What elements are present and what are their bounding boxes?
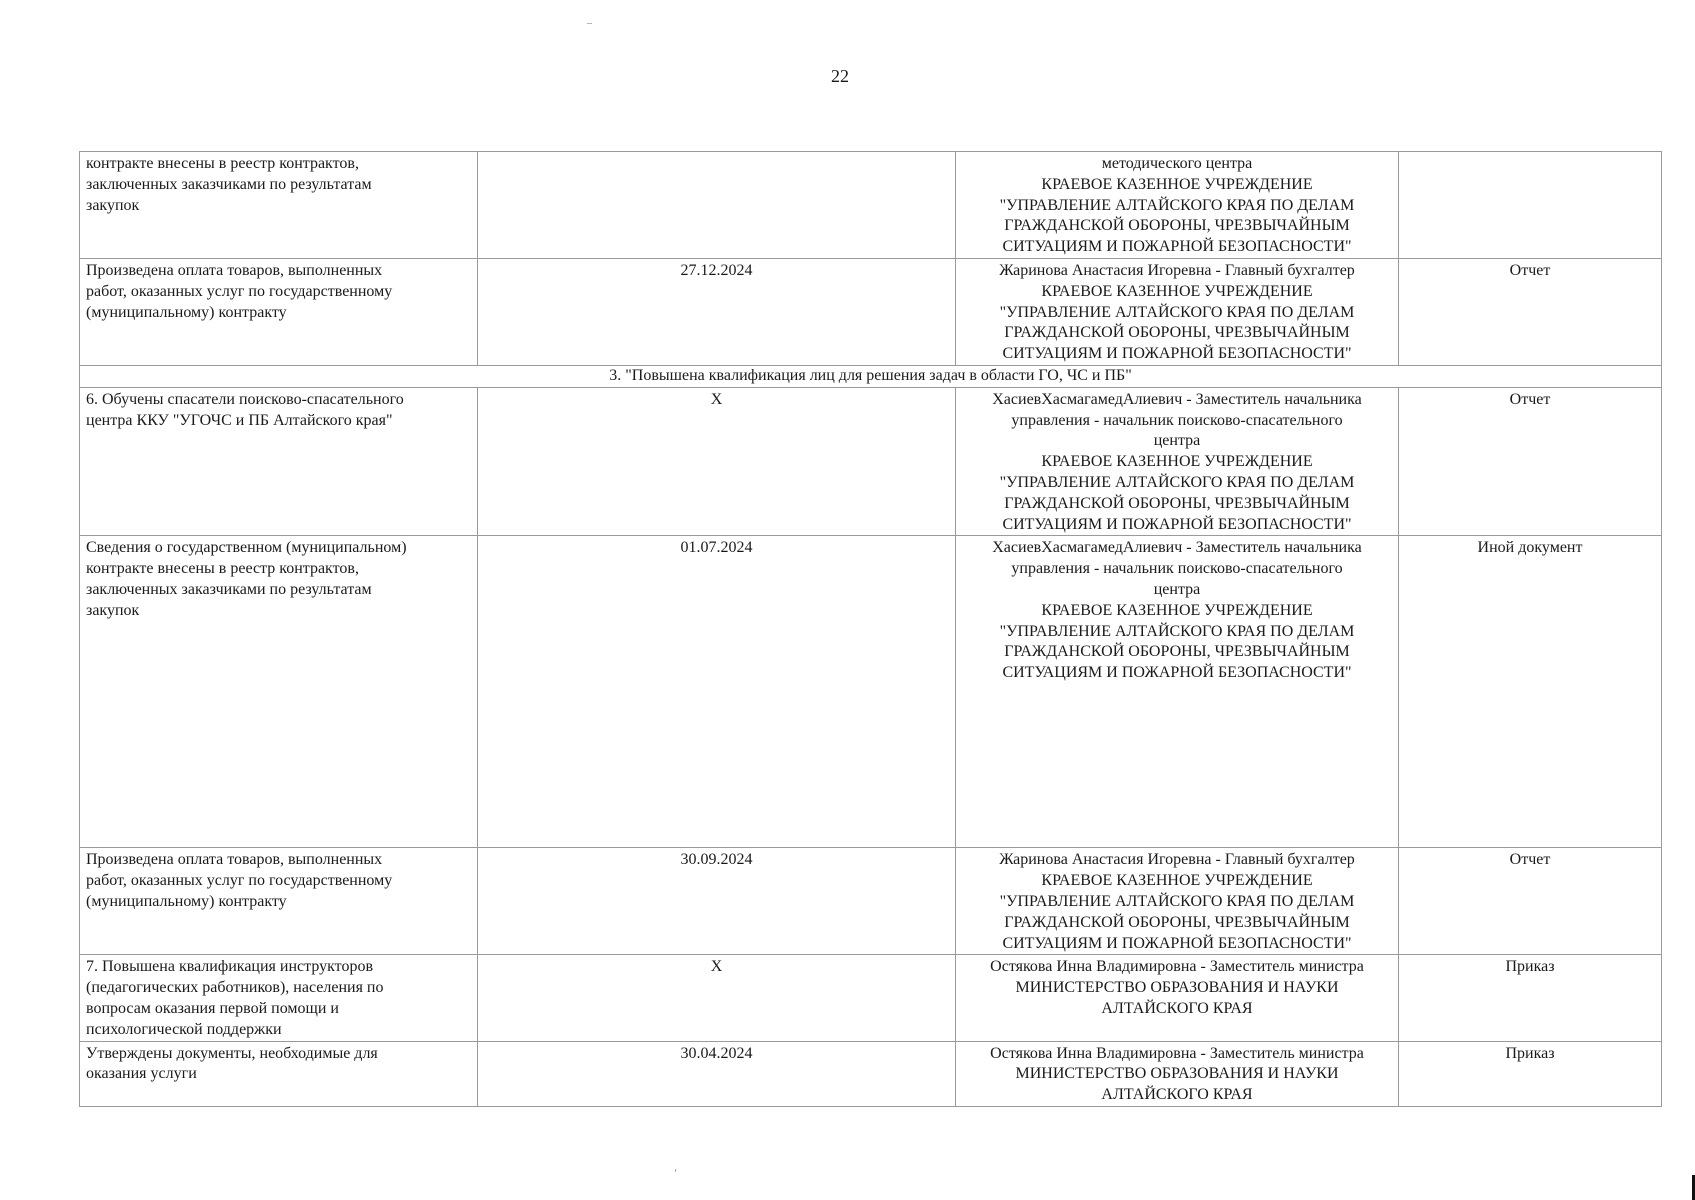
table-row [80, 258, 1662, 365]
cell-text: X [710, 958, 723, 976]
cell-text: ХасиевХасмагамедАлиевич - Заместитель начальника управления - начальник поисково-спасательного центра КРАЕВОЕ КАЗЕННОЕ УЧРЕЖДЕНИЕ "УПРАВЛЕНИЕ АЛТАЙСКОГО КРАЯ ПО ДЕЛАМ ГРАЖДАНСКОЙ ОБОРОНЫ, ЧРЕЗВЫЧАЙНЫМ СИТУАЦИЯМ И ПОЖАРНОЙ БЕЗОПАСНОСТИ" [992, 390, 1362, 533]
cell-text: 30.04.2024 [680, 1044, 753, 1062]
cell-text: Сведения о государственном (муниципальном) контракте внесены в реестр контрактов, заключенных заказчиками по результатам закупок [86, 539, 407, 619]
cell-text: Произведена оплата товаров, выполненных работ, оказанных услуг по государственному (муниципальному) контракту [86, 261, 393, 321]
date-cell [478, 536, 956, 848]
result-cell [80, 536, 478, 848]
cell-text: контракте внесены в реестр контрактов, заключенных заказчиками по результатам закупок [86, 155, 372, 214]
responsible-cell [956, 955, 1399, 1041]
cell-text: Произведена оплата товаров, выполненных работ, оказанных услуг по государственному (муниципальному) контракту [86, 851, 393, 910]
cell-text: 27.12.2024 [680, 261, 753, 279]
document-cell [1399, 848, 1662, 955]
cell-text: 30.09.2024 [680, 851, 753, 869]
cell-text: 7. Повышена квалификация инструкторов (педагогических работников), населения по вопросам оказания первой помощи и психологической поддержки [86, 958, 384, 1038]
cell-text: 01.07.2024 [680, 539, 753, 557]
date-cell [478, 848, 956, 955]
cell-text: Отчет [1509, 261, 1551, 279]
table-row [80, 387, 1662, 536]
table-row [80, 1041, 1662, 1106]
cell-text: ХасиевХасмагамедАлиевич - Заместитель начальника управления - начальник поисково-спасательного центра КРАЕВОЕ КАЗЕННОЕ УЧРЕЖДЕНИЕ "УПРАВЛЕНИЕ АЛТАЙСКОГО КРАЯ ПО ДЕЛАМ ГРАЖДАНСКОЙ ОБОРОНЫ, ЧРЕЗВЫЧАЙНЫМ СИТУАЦИЯМ И ПОЖАРНОЙ БЕЗОПАСНОСТИ" [992, 539, 1362, 682]
result-cell [80, 258, 478, 365]
cell-text: Отчет [1509, 390, 1551, 408]
result-cell [80, 955, 478, 1041]
cell-text: Отчет [1509, 851, 1551, 869]
document-cell [1399, 152, 1662, 259]
document-cell [1399, 387, 1662, 536]
result-cell [80, 848, 478, 955]
responsible-cell [956, 848, 1399, 955]
cell-text: Утверждены документы, необходимые для оказания услуги [86, 1044, 378, 1083]
cell-text: Остякова Инна Владимировна - Заместитель министра МИНИСТЕРСТВО ОБРАЗОВАНИЯ И НАУКИ АЛТАЙСКОГО КРАЯ [990, 958, 1364, 1017]
responsible-cell [956, 1041, 1399, 1106]
document-cell [1399, 258, 1662, 365]
date-cell [478, 152, 956, 259]
responsible-cell [956, 536, 1399, 848]
scan-speck: ‒ [587, 18, 592, 29]
table-row [80, 848, 1662, 955]
section-title: 3. "Повышена квалификация лиц для решения задач в области ГО, ЧС и ПБ" [80, 365, 1662, 387]
date-cell [478, 387, 956, 536]
result-cell [80, 152, 478, 259]
report-table-body [80, 152, 1662, 1107]
scan-speck: ‘ [674, 1168, 678, 1179]
cell-text: X [710, 390, 723, 408]
table-row [80, 536, 1662, 848]
date-cell [478, 1041, 956, 1106]
responsible-cell [956, 387, 1399, 536]
result-cell [80, 1041, 478, 1106]
cell-text: Приказ [1505, 1044, 1555, 1062]
table-row [80, 955, 1662, 1041]
responsible-cell [956, 258, 1399, 365]
cell-text: Остякова Инна Владимировна - Заместитель министра МИНИСТЕРСТВО ОБРАЗОВАНИЯ И НАУКИ АЛТАЙСКОГО КРАЯ [990, 1044, 1364, 1104]
cell-text: Приказ [1505, 958, 1555, 976]
document-cell [1399, 955, 1662, 1041]
page-number: 22 [831, 66, 849, 86]
section-header-row [80, 365, 1662, 387]
date-cell [478, 258, 956, 365]
cell-text: Жаринова Анастасия Игоревна - Главный бухгалтер КРАЕВОЕ КАЗЕННОЕ УЧРЕЖДЕНИЕ "УПРАВЛЕНИЕ АЛТАЙСКОГО КРАЯ ПО ДЕЛАМ ГРАЖДАНСКОЙ ОБОРОНЫ, ЧРЕЗВЫЧАЙНЫМ СИТУАЦИЯМ И ПОЖАРНОЙ БЕЗОПАСНОСТИ" [999, 261, 1355, 363]
document-cell [1399, 1041, 1662, 1106]
cell-text: 6. Обучены спасатели поисково-спасательного центра ККУ "УГОЧС и ПБ Алтайского края" [86, 390, 404, 429]
report-table [79, 151, 1662, 1107]
cell-text: Жаринова Анастасия Игоревна - Главный бухгалтер КРАЕВОЕ КАЗЕННОЕ УЧРЕЖДЕНИЕ "УПРАВЛЕНИЕ АЛТАЙСКОГО КРАЯ ПО ДЕЛАМ ГРАЖДАНСКОЙ ОБОРОНЫ, ЧРЕЗВЫЧАЙНЫМ СИТУАЦИЯМ И ПОЖАРНОЙ БЕЗОПАСНОСТИ" [999, 851, 1355, 952]
responsible-cell [956, 152, 1399, 259]
result-cell [80, 387, 478, 536]
table-row [80, 152, 1662, 259]
date-cell [478, 955, 956, 1041]
cell-text: методического центра КРАЕВОЕ КАЗЕННОЕ УЧРЕЖДЕНИЕ "УПРАВЛЕНИЕ АЛТАЙСКОГО КРАЯ ПО ДЕЛАМ ГРАЖДАНСКОЙ ОБОРОНЫ, ЧРЕЗВЫЧАЙНЫМ СИТУАЦИЯМ И ПОЖАРНОЙ БЕЗОПАСНОСТИ" [999, 155, 1355, 256]
document-cell [1399, 536, 1662, 848]
cell-text: Иной документ [1477, 539, 1583, 557]
